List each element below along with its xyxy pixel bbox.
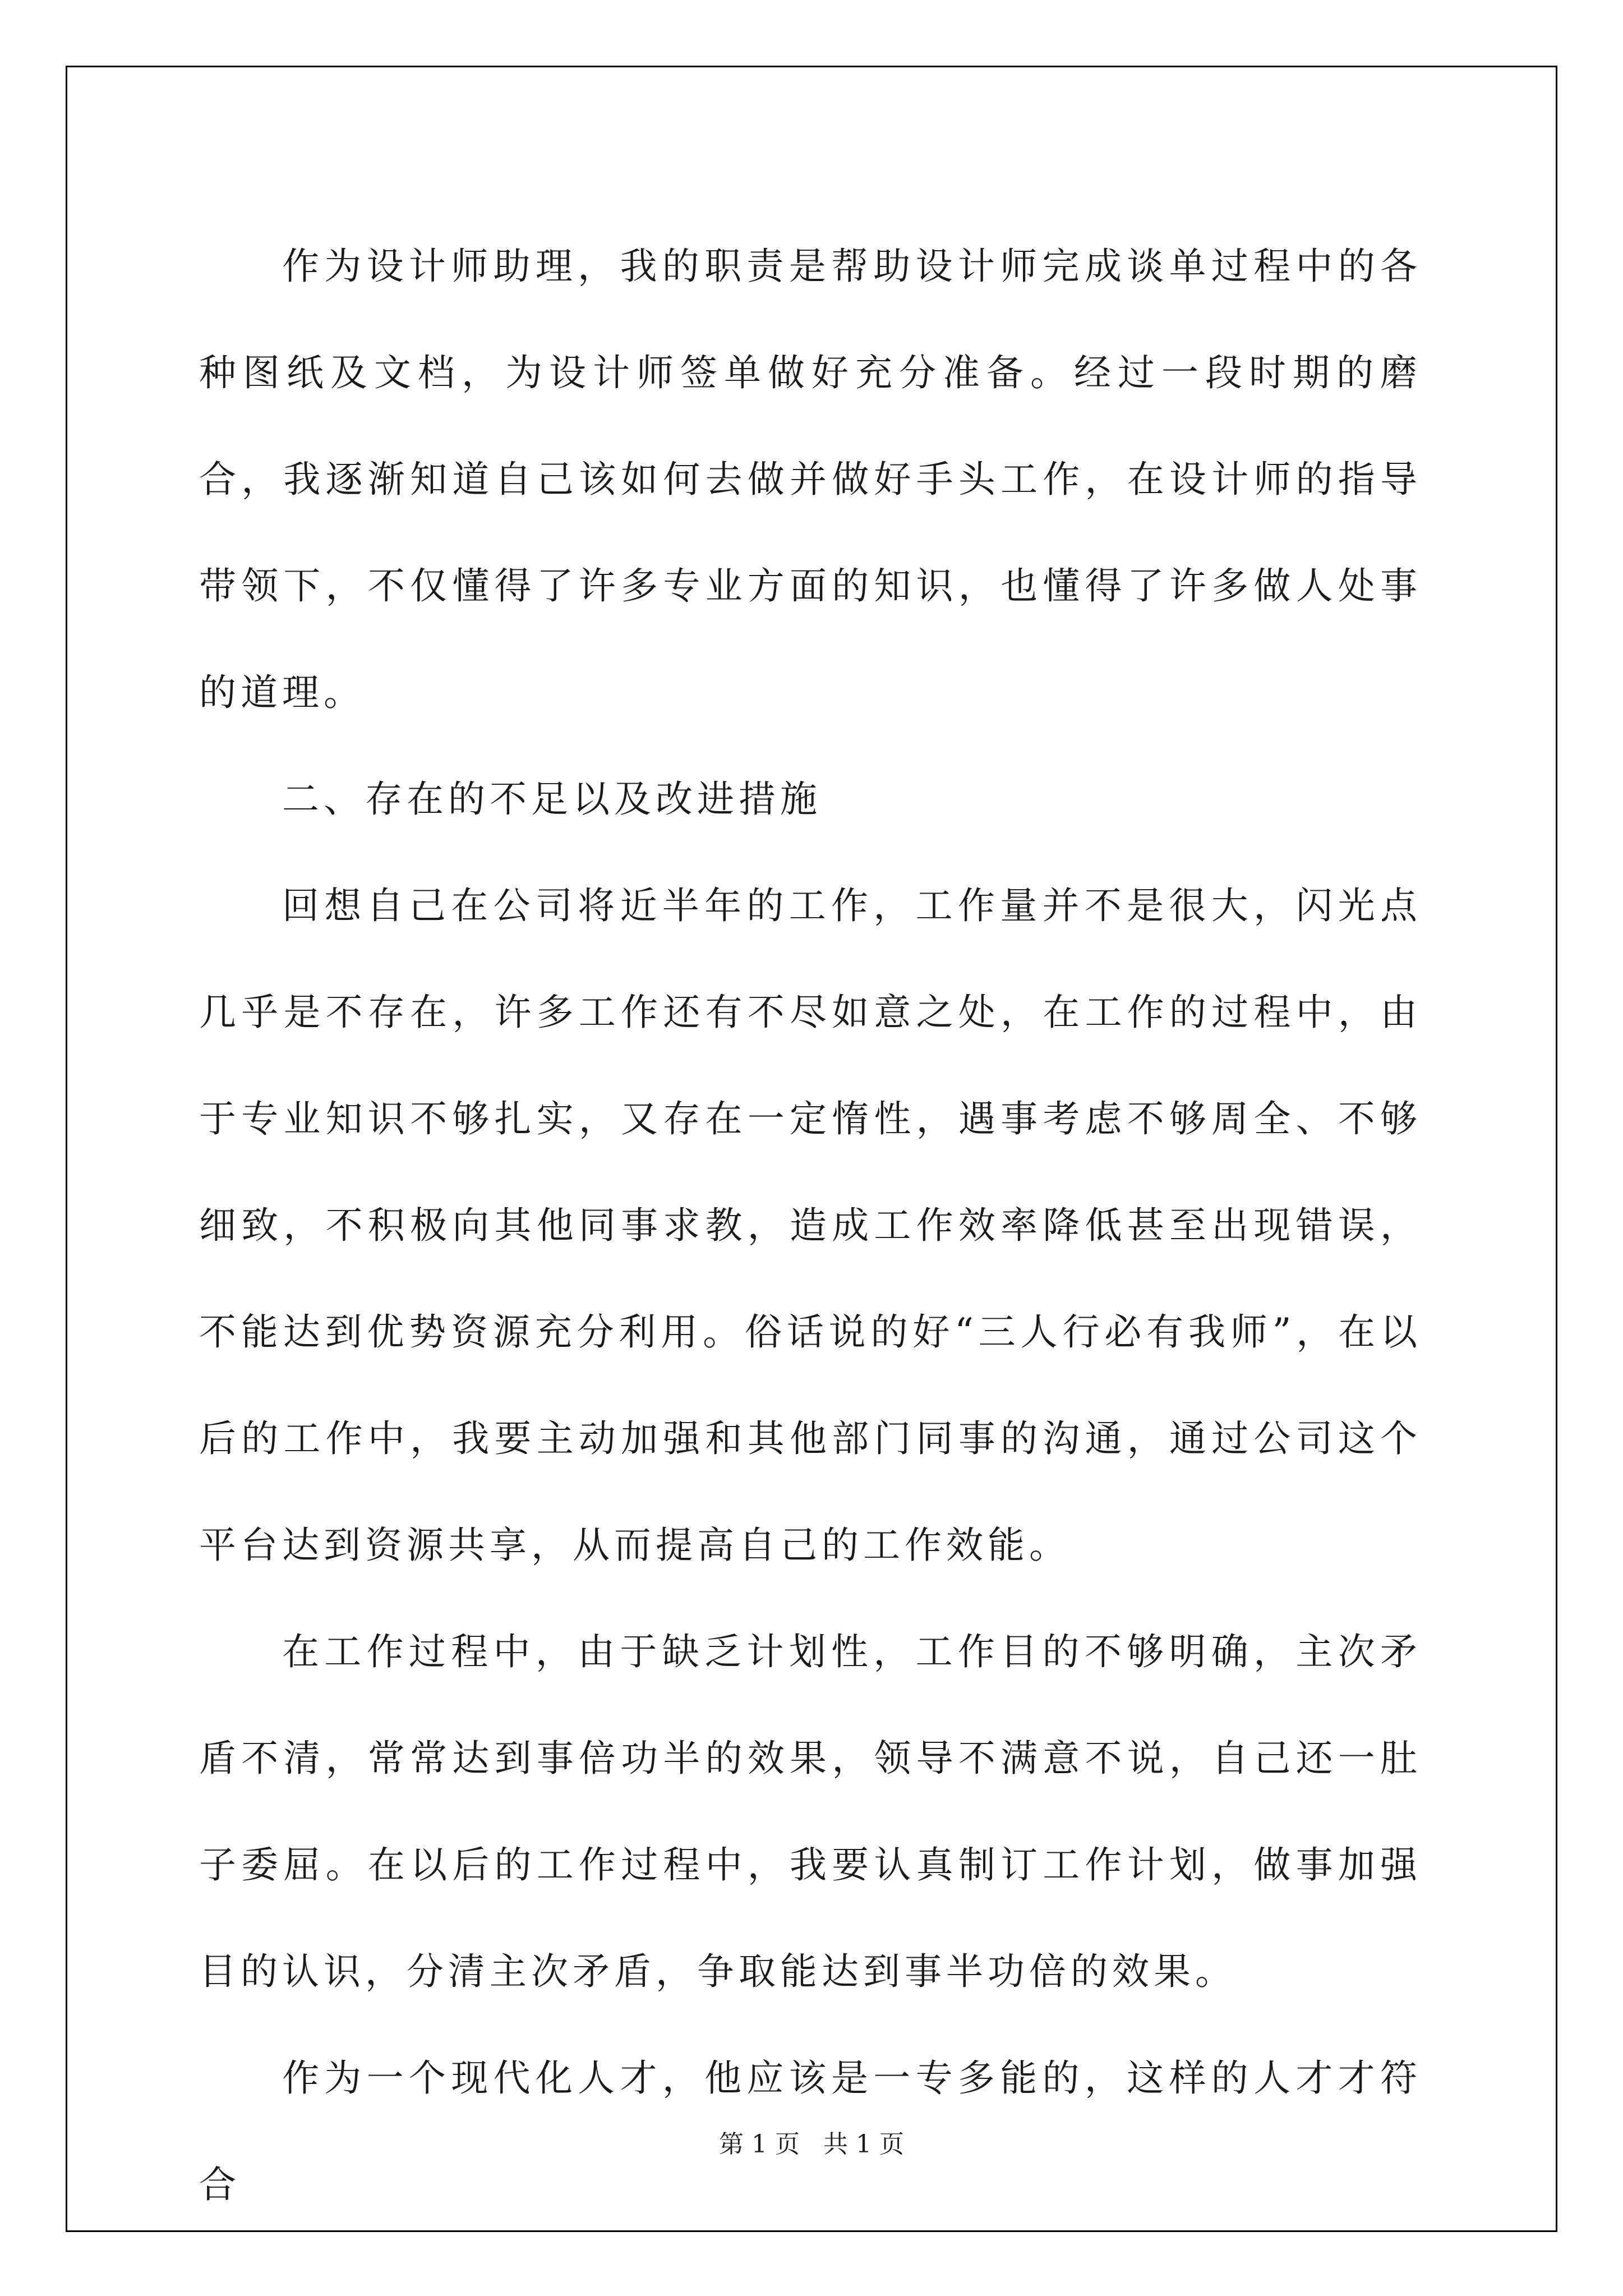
paragraph-role: 作为设计师助理，我的职责是帮助设计师完成谈单过程中的各种图纸及文档，为设计师签单做好充分准备。经过一段时期的磨合，我逐渐知道自己该如何去做并做好手头工作，在设计师的指导带领下，不仅懂得了许多专业方面的知识，也懂得了许多做人处事的道理。 (199, 245, 1422, 714)
paragraph-talent: 作为一个现代化人才，他应该是一专多能的，这样的人才才符合 (199, 2056, 1422, 2206)
paragraph-planning: 在工作过程中，由于缺乏计划性，工作目的不够明确，主次矛盾不清，常常达到事倍功半的效果，领导不满意不说，自己还一肚子委屈。在以后的工作过程中，我要认真制订工作计划，做事加强目的认识，分清主次矛盾，争取能达到事半功倍的效果。 (199, 1630, 1422, 1993)
paragraph-shortcomings: 回想自己在公司将近半年的工作，工作量并不是很大，闪光点几乎是不存在，许多工作还有不尽如意之处，在工作的过程中，由于专业知识不够扎实，又存在一定惰性，遇事考虑不够周全、不够细致，不积极向其他同事求教，造成工作效率降低甚至出现错误，不能达到优势资源充分利用。俗话说的好“三人行必有我师”，在以后的工作中，我要主动加强和其他部门同事的沟通，通过公司这个平台达到资源共享，从而提高自己的工作效能。 (199, 884, 1422, 1567)
document-body (199, 213, 1422, 2238)
section-heading: 二、存在的不足以及改进措施 (282, 777, 822, 821)
page-footer: 第 1 页 共 1 页 (719, 2130, 904, 2159)
